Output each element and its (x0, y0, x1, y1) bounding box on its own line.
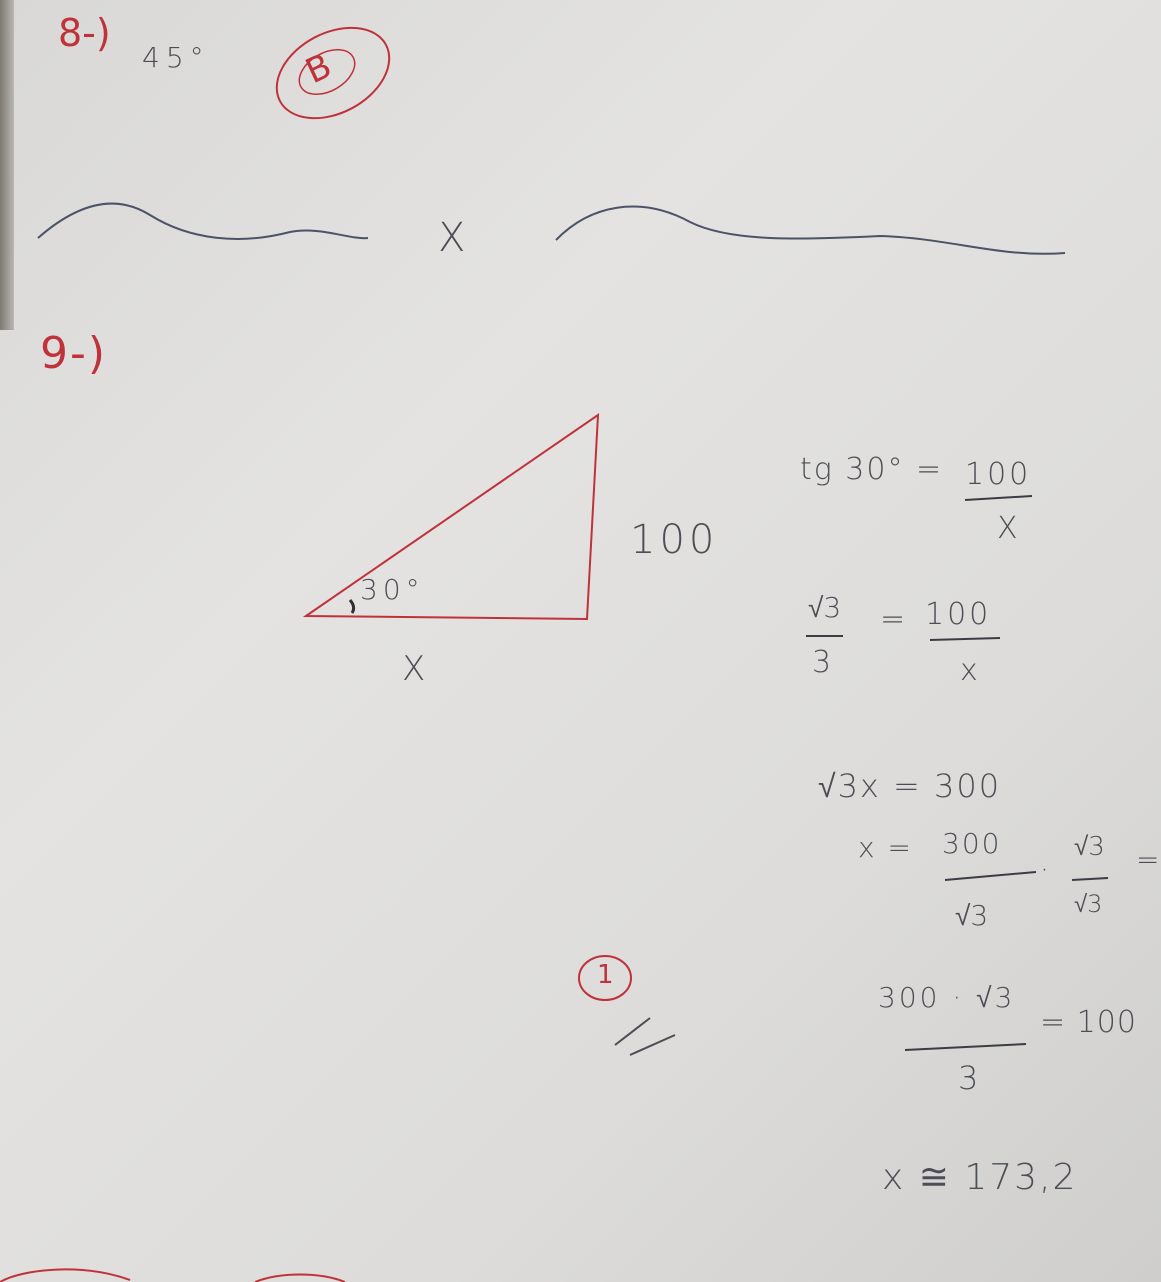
pencil-mark-2 (630, 1035, 675, 1055)
work-line4-numerator-2: √3 (1074, 832, 1105, 862)
triangle (306, 415, 598, 619)
red-arc-bottom-mid (255, 1275, 345, 1282)
work-line2-numerator: 100 (925, 597, 992, 632)
work-line4-denominator-2: √3 (1074, 890, 1103, 918)
triangle-base-label: X (402, 649, 426, 689)
problem-8-number: 8-) (58, 11, 111, 55)
fraction-bar-4 (945, 872, 1036, 880)
fraction-bar-6 (905, 1044, 1026, 1050)
pencil-mark-1 (615, 1018, 650, 1045)
separator-x-mark: X (438, 215, 466, 261)
work-line2-left-denominator: 3 (812, 645, 832, 680)
work-line2-denominator: x (960, 653, 978, 688)
problem-9-number: 9-) (40, 328, 108, 379)
problem-8-circled-letter: B (299, 45, 338, 93)
work-line4-dot: · (1040, 853, 1049, 886)
wavy-line-left (38, 204, 368, 239)
work-line5-denominator: 3 (958, 1059, 979, 1097)
work-line3: √3x = 300 (818, 767, 1002, 805)
problem-8-answer-angle: 45° (142, 41, 210, 74)
circled-number-1: 1 (597, 960, 614, 990)
work-line2-equals: = (880, 602, 906, 637)
work-line4-equals: = (1136, 843, 1160, 876)
work-line2-left-numerator: √3 (808, 591, 842, 624)
work-line4-numerator-1: 300 (942, 827, 1002, 860)
fraction-bar-3 (930, 638, 1000, 640)
angle-arc (350, 600, 354, 613)
triangle-side-label: 100 (630, 517, 719, 563)
red-arc-bottom-left (0, 1269, 130, 1282)
wavy-line-right (556, 207, 1065, 254)
work-line5-numerator: 300 · √3 (878, 981, 1016, 1014)
work-line1-numerator: 100 (965, 457, 1032, 492)
work-line5-result: = 100 (1040, 1005, 1137, 1040)
fraction-bar-1 (965, 496, 1032, 500)
triangle-angle-label: 30° (360, 573, 425, 606)
work-line1-denominator: X (997, 511, 1018, 546)
work-line4-left: x = (858, 831, 913, 864)
fraction-bar-5 (1072, 878, 1108, 880)
work-line1-left: tg 30° = (800, 452, 944, 487)
work-line4-denominator-1: √3 (955, 899, 989, 932)
work-line6-final-answer: x ≅ 173,2 (882, 1157, 1078, 1198)
